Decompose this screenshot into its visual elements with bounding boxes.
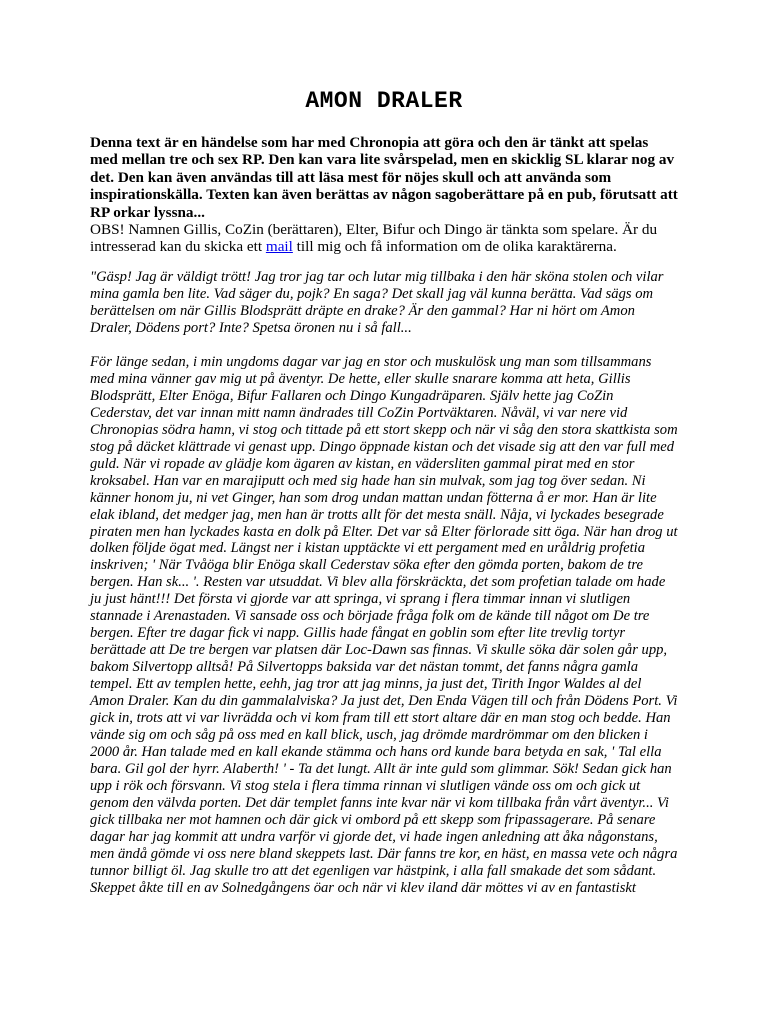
- obs-note-end: till mig och få information om de olika karaktärerna.: [292, 238, 617, 256]
- mail-link[interactable]: mail: [265, 238, 293, 256]
- story-paragraph-1: "Gäsp! Jag är väldigt trött! Jag tror jag tar och lutar mig tillbaka i den här sköna stolen och vilar mina gamla ben lite. Vad säger du, pojk? En saga? Det skall jag väl kunna berätta. Vad sägs om berättelsen om när Gillis Blodsprätt dräpte en drake? Är den gammal? Har ni hört om Amon Draler, Dödens port? Inte? Spetsa öronen nu i så fall...: [90, 269, 664, 336]
- obs-note-start: OBS! Namnen Gillis, CoZin (berättaren), Elter, Bifur och Dingo är tänkta som spelare. Är du intresserad kan du skicka ett: [90, 221, 658, 256]
- intro-description: Denna text är en händelse som har med Chronopia att göra och den är tänkt att spelas med mellan tre och sex RP. Den kan vara lite svårspelad, men en skicklig SL klarar nog av det. Den kan även användas till att läsa mest för nöjes skull och att använda som inspirationskälla. Texten kan även berättas av någon sagoberättare på en pub, förutsatt att RP orkar lyssna...: [90, 134, 678, 221]
- story-paragraph-2: För länge sedan, i min ungdoms dagar var jag en stor och muskulösk ung man som tillsammans med mina vänner gav mig ut på äventyr. De hette, eller skulle snarare komma att heta, Gillis Blodsprätt, Elter Enöga, Bifur Fallaren och Dingo Kungadräparen. Själv hette jag CoZin Cederstav, det var innan mitt namn ändrades till CoZin Portväktaren. Nåväl, vi var nere vid Chronopias södra hamn, vi stog och tittade på ett stort skepp och när vi såg den stora skattkista som stog på däcket klättrade vi genast upp. Dingo öppnade kistan och det visade sig att den var full med guld. När vi ropade av glädje kom ägaren av kistan, en vädersliten gammal pirat med en stor kroksabel. Han var en marajiputt och med sig hade han sin mulvak, som jag tog över sedan. Ni känner honom ju, ni vet Ginger, han som drog undan mattan undan fötterna å er mor. Han är lite elak ibland, det medger jag, men han är trotts allt för det mesta snäll. Nåja, vi lyckades besegrade piraten men han lyckades kasta en dolk på Elter. Det var så Elter förlorade sitt öga. När han drog ut dolken följde ögat med. Längst ner i kistan upptäckte vi ett pergament med en uråldrig profetia inskriven; ' När Tvåöga blir Enöga skall Cederstav söka efter den gömda porten, bakom de tre bergen. Han sk... '. Resten var utsuddat. Vi blev alla förskräckta, det som profetian talade om hade ju just hänt!!! Det första vi gjorde var att springa, vi sprang i flera timmar innan vi slutligen stannade i Arenastaden. Vi sansade oss och började fråga folk om de kände till något om De tre bergen. Efter tre dagar fick vi napp. Gillis hade fångat en goblin som efter lite trevlig tortyr berättade att De tre bergen var platsen där Loc-Dawn sas finnas. Vi skulle söka där solen går upp, bakom Silvertopp alltså! På Silvertopps baksida var det nästan tommt, det fanns några gamla tempel. Ett av templen hette, eehh, jag tror att jag minns, ja just det, Tirith Ingor Waldes al del Amon Draler. Kan du din gammalalviska? Ja just det, Den Enda Vägen till och från Dödens Port. Vi gick in, trots att vi var livrädda och vi kom fram till ett stort altare där en man stog och bedde. Han vände sig om och såg på oss med en kall blick, usch, jag drömde mardrömmar om den blicken i 2000 år. Han talade med en kall ekande stämma och hans ord kunde bara betyda en sak, ' Tal ella bara. Gil gol der hyrr. Alaberth! ' - Ta det lungt. Allt är inte guld som glimmar. Sök! Sedan gick han upp i rök och försvann. Vi stog stela i flera timma rinnan vi slutligen vände oss om och gick ut genom den välvda porten. Det där templet fanns inte kvar när vi kom tillbaka från vårt äventyr... Vi gick tillbaka ner mot hamnen och där gick vi ombord på ett skepp som fripassagerare. På senare dagar har jag kommit att undra varför vi gjorde det, vi hade ingen anledning att åka någonstans, men ändå gömde vi oss nere bland skeppets last. Där fanns tre kor, en häst, en massa vete och några tunnor billigt öl. Jag skulle tro att det egenligen var hästpink, i alla fall smakade det som sådant. Skeppet åkte till en av Solnedgångens öar och när vi klev iland där möttes vi av en fantastiskt: [90, 354, 678, 896]
- intro-section: [90, 134, 678, 256]
- page-title: AMON DRALER: [305, 88, 463, 114]
